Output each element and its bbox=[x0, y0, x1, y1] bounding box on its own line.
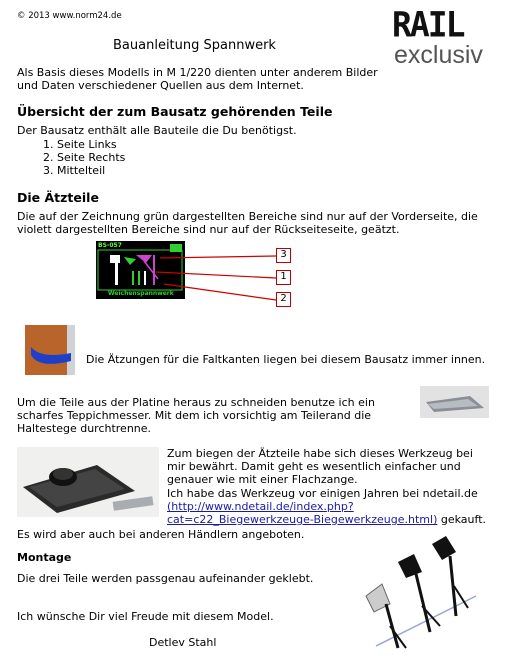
cutting-text: Um die Teile aus der Platine heraus zu schneiden benutze ich ein scharfes Teppichmesser. Mit dem ich vorsichtig am Teilerand die Haltestege durchtrenne. bbox=[17, 396, 375, 435]
bending-tool-drawing bbox=[17, 447, 159, 517]
ndetail-link[interactable]: (http://www.ndetail.de/index.php?cat=c22_Biegewerkzeuge-Biegewerkzeuge.html) bbox=[167, 500, 438, 526]
callout-lines bbox=[150, 250, 280, 302]
overview-heading: Übersicht der zum Bausatz gehörenden Teile bbox=[17, 104, 333, 119]
etching-text: Die auf der Zeichnung grün dargestellten Bereiche sind nur auf der Vorderseite, die violett dargestellten Bereiche sind nur auf der Rückseiteseite, geätzt. bbox=[17, 210, 478, 236]
bending-tool-image bbox=[17, 447, 159, 517]
intro-paragraph: Als Basis dieses Modells in M 1/220 dienten unter anderem Bilder und Daten verschiedener Quellen aus dem Internet. bbox=[17, 66, 378, 92]
callout-label: 1 bbox=[276, 270, 291, 285]
logo-rail-text: RAIL bbox=[392, 4, 464, 45]
closing-text: Ich wünsche Dir viel Freude mit diesem Model. bbox=[17, 610, 274, 623]
tool-link-line bbox=[167, 500, 489, 526]
list-item: 1. Seite Links bbox=[57, 138, 125, 151]
list-item: 3. Mittelteil bbox=[57, 164, 125, 177]
callout-label: 3 bbox=[276, 248, 291, 263]
knife-image bbox=[420, 386, 489, 418]
list-item: 2. Seite Rechts bbox=[57, 151, 125, 164]
author-name: Detlev Stahl bbox=[149, 636, 217, 649]
etching-heading: Die Ätzteile bbox=[17, 190, 99, 205]
parts-list bbox=[17, 138, 125, 177]
assembly-text: Die drei Teile werden passgenau aufeinander geklebt. bbox=[17, 572, 314, 585]
knife-drawing bbox=[420, 386, 489, 418]
sheet-caption: Weichenspannwerk bbox=[108, 290, 174, 297]
tool-link-suffix: gekauft. bbox=[437, 513, 486, 526]
tool-other-dealers: Es wird aber auch bei anderen Händlern angeboten. bbox=[17, 528, 305, 541]
fold-edge-image bbox=[25, 325, 75, 375]
fold-drawing bbox=[25, 325, 75, 375]
copyright-text: © 2013 www.norm24.de bbox=[17, 11, 122, 21]
assembly-heading: Montage bbox=[17, 551, 72, 564]
tool-source-text: Ich habe das Werkzeug vor einigen Jahren bei ndetail.de bbox=[167, 487, 478, 500]
assembled-model-drawing bbox=[356, 536, 488, 652]
callout-label: 2 bbox=[276, 292, 291, 307]
page-title: Bauanleitung Spannwerk bbox=[113, 38, 276, 53]
tool-text: Zum biegen der Ätzteile habe sich dieses Werkzeug bei mir bewährt. Damit geht es wesentlich einfacher und genauer wie mit einer Flachzange. bbox=[167, 447, 473, 486]
rail-exclusiv-logo bbox=[392, 4, 504, 70]
logo-exclusiv-text: exclusiv bbox=[394, 41, 483, 69]
overview-text: Der Bausatz enthält alle Bauteile die Du benötigst. bbox=[17, 124, 297, 137]
fold-text: Die Ätzungen für die Faltkanten liegen bei diesem Bausatz immer innen. bbox=[86, 353, 486, 366]
sheet-code: BS-057 bbox=[98, 242, 122, 249]
